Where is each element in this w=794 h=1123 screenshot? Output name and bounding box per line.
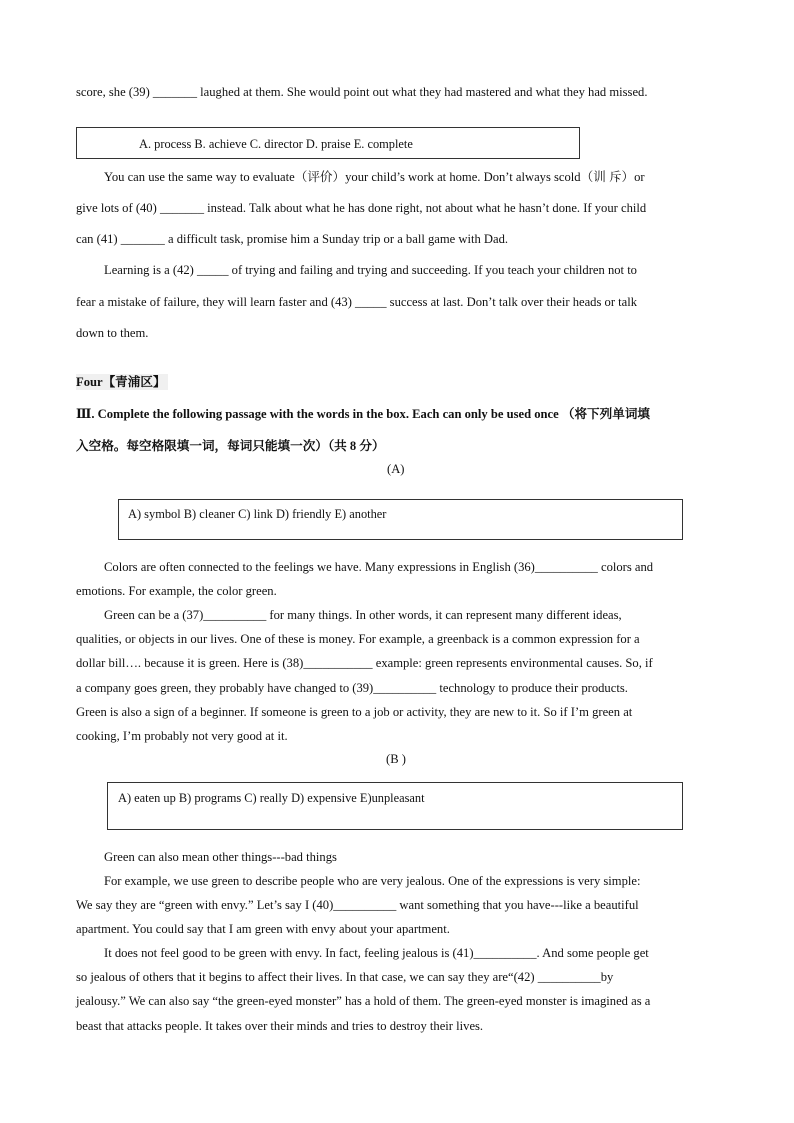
word-box-a-options: A) symbol B) cleaner C) link D) friendly E) another bbox=[128, 507, 387, 521]
passage-line: Learning is a (42) _____ of trying and failing and trying and succeeding. If you teach your children not to bbox=[104, 263, 637, 277]
passage-line: dollar bill…. because it is green. Here is (38)___________ example: green represents environmental causes. So, if bbox=[76, 656, 653, 670]
passage-line: apartment. You could say that I am green with envy about your apartment. bbox=[76, 922, 450, 936]
passage-line: We say they are “green with envy.” Let’s say I (40)__________ want something that you have---like a beautiful bbox=[76, 898, 639, 912]
passage-line: qualities, or objects in our lives. One of these is money. For example, a greenback is a common expression for a bbox=[76, 632, 640, 646]
section-heading: Four【青浦区】 bbox=[76, 375, 166, 389]
passage-line: emotions. For example, the color green. bbox=[76, 584, 277, 598]
passage-line: Green can be a (37)__________ for many things. In other words, it can represent many different ideas, bbox=[104, 608, 622, 622]
passage-line: a company goes green, they probably have changed to (39)__________ technology to produce their products. bbox=[76, 681, 628, 695]
word-box-options: A. process B. achieve C. director D. praise E. complete bbox=[139, 137, 413, 151]
passage-line: Green can also mean other things---bad things bbox=[104, 850, 337, 864]
word-box bbox=[76, 127, 580, 159]
passage-line: beast that attacks people. It takes over their minds and tries to destroy their lives. bbox=[76, 1019, 484, 1033]
instruction-line: 入空格。每空格限填一词，每词只能填一次）（共 8 分） bbox=[76, 439, 385, 453]
passage-line: jealousy.” We can also say “the green-eyed monster” has a hold of them. The green-eyed monster is imagined as a bbox=[76, 994, 651, 1008]
part-b-label: (B ) bbox=[386, 752, 406, 766]
instruction-line: Ⅲ. Complete the following passage with the words in the box. Each can only be used once （将下列单词填 bbox=[76, 407, 651, 421]
passage-line: Green is also a sign of a beginner. If someone is green to a job or activity, they are new to it. So if I’m green at bbox=[76, 705, 633, 719]
part-a-label: (A) bbox=[387, 462, 405, 476]
passage-line: Colors are often connected to the feelings we have. Many expressions in English (36)__________ colors and bbox=[104, 560, 654, 574]
passage-line: score, she (39) _______ laughed at them. She would point out what they had mastered and what they had missed. bbox=[76, 85, 648, 99]
word-box-b bbox=[107, 782, 683, 830]
passage-line: down to them. bbox=[76, 326, 149, 340]
passage-line: fear a mistake of failure, they will learn faster and (43) _____ success at last. Don’t talk over their heads or talk bbox=[76, 295, 638, 309]
word-box-a bbox=[118, 499, 683, 540]
passage-line: can (41) _______ a difficult task, promise him a Sunday trip or a ball game with Dad. bbox=[76, 232, 509, 246]
passage-line: It does not feel good to be green with envy. In fact, feeling jealous is (41)__________. And some people get bbox=[104, 946, 649, 960]
passage-line: cooking, I’m probably not very good at it. bbox=[76, 729, 288, 743]
passage-line: You can use the same way to evaluate（评价）your child’s work at home. Don’t always scold（训 斥）or bbox=[104, 170, 645, 184]
passage-line: give lots of (40) _______ instead. Talk about what he has done right, not about what he hasn’t done. If your child bbox=[76, 201, 647, 215]
word-box-b-options: A) eaten up B) programs C) really D) expensive E)unpleasant bbox=[118, 791, 425, 805]
passage-line: so jealous of others that it begins to affect their lives. In that case, we can say they are“(42) __________by bbox=[76, 970, 614, 984]
passage-line: For example, we use green to describe people who are very jealous. One of the expressions is very simple: bbox=[104, 874, 641, 888]
